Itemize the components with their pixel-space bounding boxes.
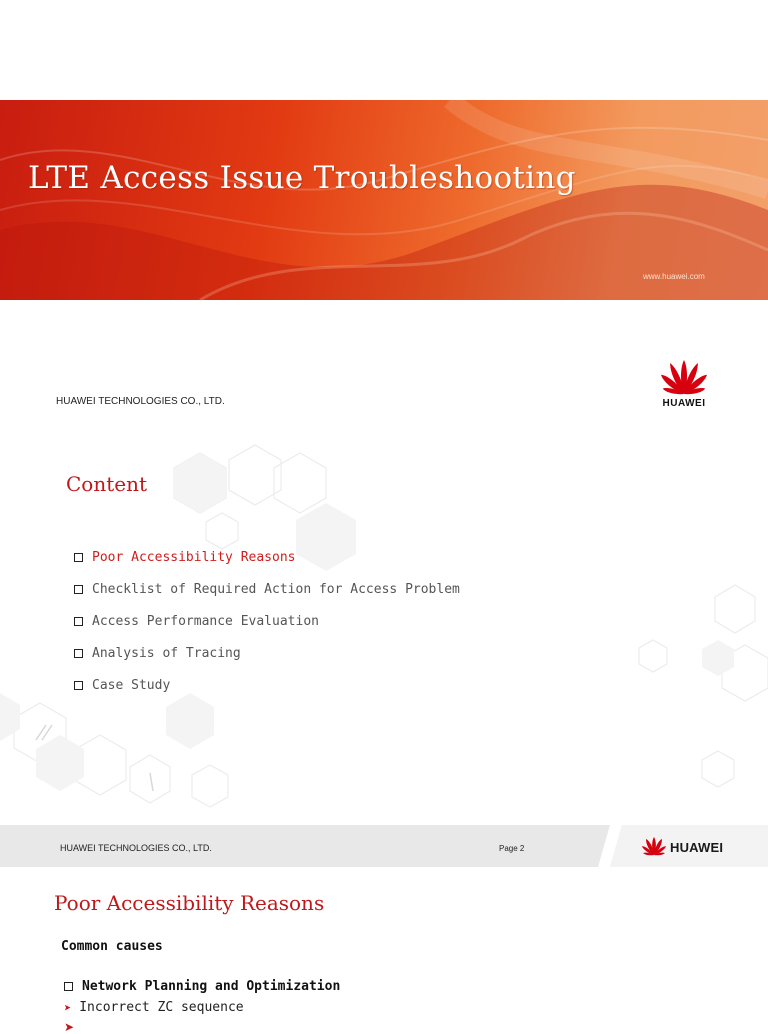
toc-item-label: Checklist of Required Action for Access Problem bbox=[92, 582, 460, 597]
page-number: Page 2 bbox=[499, 844, 525, 853]
section-network-planning bbox=[64, 979, 340, 994]
title-banner bbox=[0, 100, 768, 300]
footer-huawei-logo bbox=[640, 836, 730, 858]
footer-company-name: HUAWEI TECHNOLOGIES CO., LTD. bbox=[60, 843, 212, 853]
toc-item-label: Access Performance Evaluation bbox=[92, 614, 319, 629]
title-slide bbox=[0, 0, 768, 435]
reasons-slide bbox=[0, 867, 768, 1034]
footer-huawei-logo-text: HUAWEI bbox=[670, 840, 724, 855]
content-slide bbox=[0, 435, 768, 867]
checkbox-bullet-icon bbox=[74, 681, 83, 690]
toc-item-access-performance-evaluation[interactable] bbox=[74, 612, 460, 644]
huawei-logo bbox=[652, 358, 716, 414]
toc-item-label: Poor Accessibility Reasons bbox=[92, 550, 296, 565]
checkbox-bullet-icon bbox=[74, 585, 83, 594]
bullet-label: Incorrect ZC sequence bbox=[79, 1000, 244, 1015]
table-of-contents bbox=[74, 548, 460, 708]
slide-footer bbox=[0, 825, 768, 867]
website-url: www.huawei.com bbox=[643, 272, 705, 281]
reasons-heading: Poor Accessibility Reasons bbox=[54, 891, 325, 915]
toc-item-poor-accessibility-reasons[interactable] bbox=[74, 548, 460, 580]
checkbox-bullet-icon bbox=[74, 617, 83, 626]
arrow-bullet-icon: ➤ bbox=[64, 1020, 75, 1034]
toc-item-checklist[interactable] bbox=[74, 580, 460, 612]
huawei-flower-icon bbox=[660, 358, 708, 396]
huawei-logo-text: HUAWEI bbox=[662, 398, 706, 409]
presentation-title: LTE Access Issue Troubleshooting bbox=[28, 160, 576, 196]
toc-item-case-study[interactable] bbox=[74, 676, 460, 708]
content-heading: Content bbox=[66, 472, 148, 496]
huawei-flower-icon bbox=[640, 836, 668, 856]
common-causes-subheading: Common causes bbox=[61, 939, 163, 954]
company-name: HUAWEI TECHNOLOGIES CO., LTD. bbox=[56, 396, 225, 407]
checkbox-bullet-icon bbox=[74, 649, 83, 658]
checkbox-bullet-icon bbox=[74, 553, 83, 562]
section-label: Network Planning and Optimization bbox=[82, 979, 341, 994]
banner-waves-decoration bbox=[0, 100, 768, 300]
toc-item-label: Case Study bbox=[92, 678, 171, 693]
toc-item-label: Analysis of Tracing bbox=[92, 646, 241, 661]
bullet-item bbox=[64, 1000, 244, 1015]
arrow-bullet-icon: ➤ bbox=[64, 1000, 72, 1015]
checkbox-bullet-icon bbox=[64, 982, 73, 991]
toc-item-analysis-of-tracing[interactable] bbox=[74, 644, 460, 676]
